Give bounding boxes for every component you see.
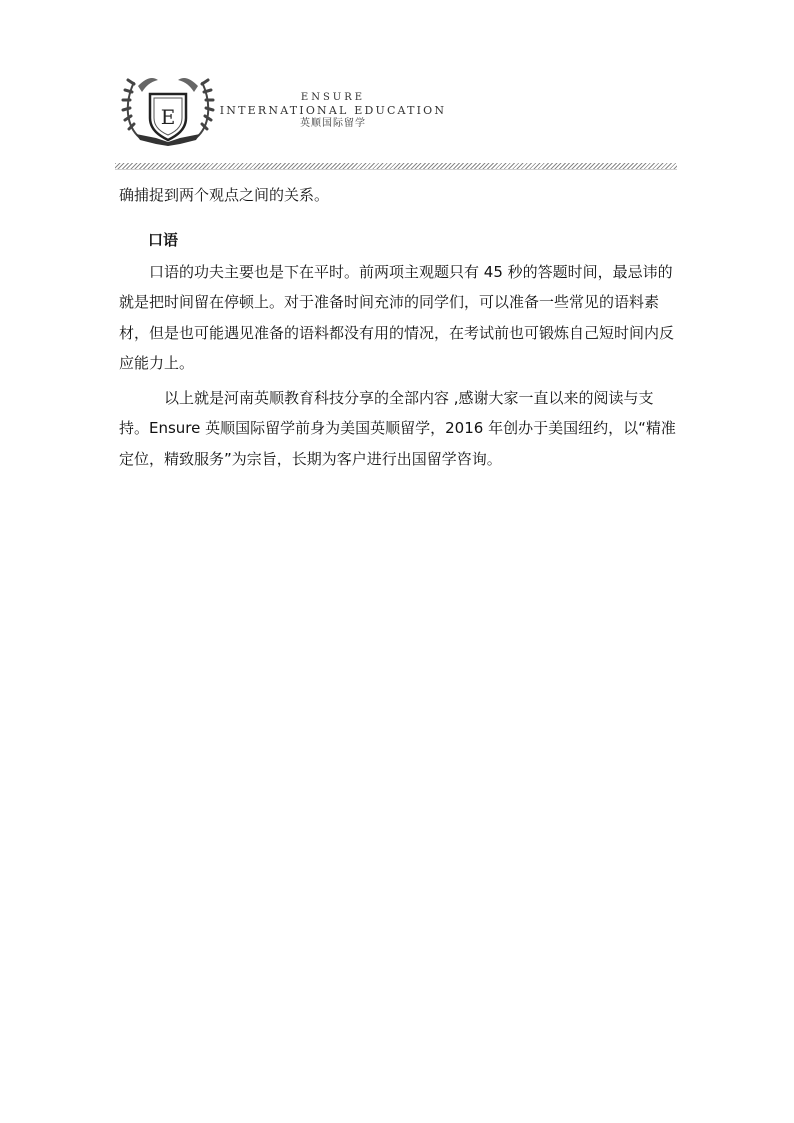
- speaking-paragraph: 口语的功夫主要也是下在平时。前两项主观题只有 45 秒的答题时间，最忌讳的就是把时间留在停顿上。对于准备时间充沛的同学们，可以准备一些常见的语料素材，但是也可能遇见准备的语料都没有用的情况，在考试前也可锻炼自己短时间内反应能力上。: [119, 262, 675, 372]
- brand-text: [218, 92, 448, 131]
- brand-chinese-name: 英顺国际留学: [300, 118, 366, 129]
- intro-tail-text: 确捕捉到两个观点之间的关系。: [119, 186, 330, 204]
- document-body: [119, 180, 679, 474]
- closing-paragraph: 以上就是河南英顺教育科技分享的全部内容 ,感谢大家一直以来的阅读与支持。Ensure 英顺国际留学前身为美国英顺留学，2016 年创办于美国纽约，以“精准定位，精致服务”为宗旨，长期为客户进行出国留学咨询。: [119, 388, 676, 468]
- brand-name: ENSURE: [300, 92, 366, 103]
- header-divider: [115, 163, 677, 170]
- laurel-shield-crest-icon: [120, 68, 216, 146]
- brand-tagline: INTERNATIONAL EDUCATION: [219, 104, 447, 117]
- brand-logo: [120, 68, 450, 146]
- svg-text:E: E: [160, 105, 176, 129]
- speaking-heading: 口语: [148, 230, 179, 249]
